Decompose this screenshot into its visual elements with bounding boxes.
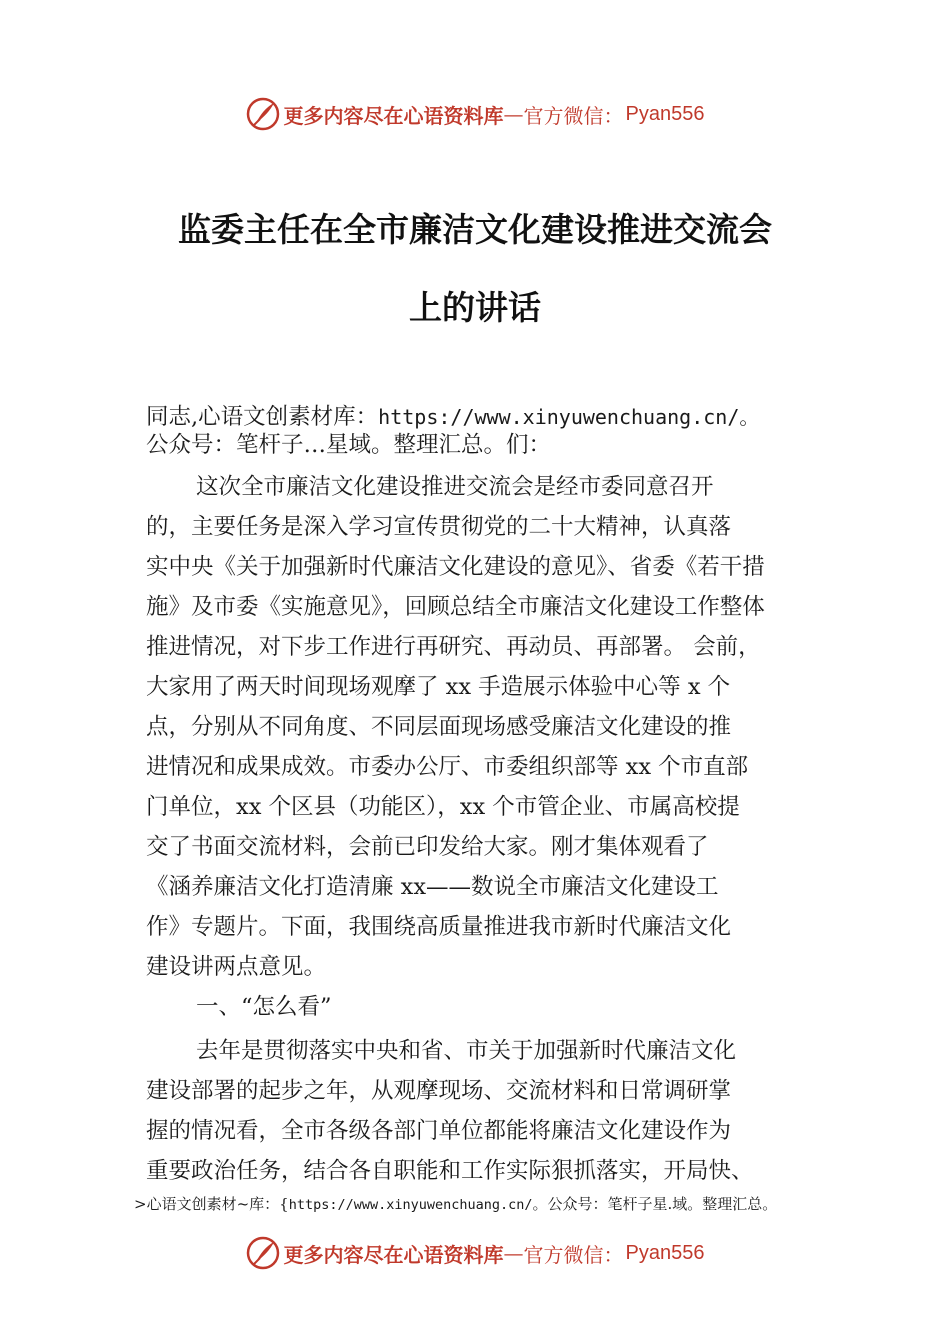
banner-wechat-label: 官方微信： <box>523 1242 624 1267</box>
greeting-line-2: 公众号：笔杆子…星域。整理汇总。们： <box>146 432 552 458</box>
paragraph-1-line: 施》及市委《实施意见》，回顾总结全市廉洁文化建设工作整体 <box>146 594 765 620</box>
bottom-banner <box>0 1233 950 1273</box>
section-heading-1: 一、“怎么看” <box>196 994 332 1020</box>
feather-pen-logo-icon <box>246 97 280 131</box>
paragraph-2-line: 去年是贯彻落实中央和省、市关于加强新时代廉洁文化 <box>196 1038 737 1064</box>
footer-watermark-line <box>134 1194 777 1215</box>
paragraph-2-line: 握的情况看，全市各级各部门单位都能将廉洁文化建设作为 <box>146 1118 732 1144</box>
footer-url: https://www.xinyuwenchuang.cn/ <box>288 1197 533 1213</box>
top-banner <box>0 94 950 134</box>
banner-wechat-label: 官方微信： <box>523 103 624 128</box>
paragraph-1-line: 建设讲两点意见。 <box>146 954 327 980</box>
paragraph-1-line: 推进情况，对下步工作进行再研究、再动员、再部署。 会前， <box>146 634 761 660</box>
paragraph-1-line: 《涵养廉洁文化打造清廉 xx——数说全市廉洁文化建设工 <box>146 874 719 900</box>
greeting-url: https://www.xinyuwenchuang.cn/。 <box>378 405 760 429</box>
paragraph-1-line: 这次全市廉洁文化建设推进交流会是经市委同意召开 <box>196 474 714 500</box>
page-title-line-2: 上的讲话 <box>409 288 541 327</box>
banner-wechat-id: Pyan556 <box>625 102 705 125</box>
paragraph-1-line: 的，主要任务是深入学习宣传贯彻党的二十大精神，认真落 <box>146 514 732 540</box>
paragraph-1-line: 作》专题片。下面，我围绕高质量推进我市新时代廉洁文化 <box>146 914 732 940</box>
banner-text: 更多内容尽在心语资料库 <box>283 1242 504 1267</box>
paragraph-1-line: 点，分别从不同角度、不同层面现场感受廉洁文化建设的推 <box>146 714 732 740</box>
paragraph-2-line: 重要政治任务，结合各自职能和工作实际狠抓落实，开局快、 <box>146 1158 754 1184</box>
paragraph-2-line: 建设部署的起步之年，从观摩现场、交流材料和日常调研掌 <box>146 1078 732 1104</box>
greeting-line-1 <box>146 402 836 432</box>
banner-separator: — <box>503 1241 524 1265</box>
paragraph-1-line: 门单位，xx 个区县（功能区），xx 个市管企业、市属高校提 <box>146 794 740 820</box>
feather-pen-logo-icon <box>246 1236 280 1270</box>
paragraph-1-line: 实中央《关于加强新时代廉洁文化建设的意见》、省委《若干措 <box>146 554 765 580</box>
banner-wechat-id: Pyan556 <box>625 1241 705 1264</box>
banner-separator: — <box>503 102 524 126</box>
footer-prefix: >心语文创素材~库：{ <box>134 1195 289 1213</box>
paragraph-1-line: 大家用了两天时间现场观摩了 xx 手造展示体验中心等 x 个 <box>146 674 731 700</box>
paragraph-1-line: 交了书面交流材料，会前已印发给大家。刚才集体观看了 <box>146 834 709 860</box>
banner-text: 更多内容尽在心语资料库 <box>283 103 504 128</box>
paragraph-1-line: 进情况和成果成效。市委办公厅、市委组织部等 xx 个市直部 <box>146 754 749 780</box>
page-title-line-1: 监委主任在全市廉洁文化建设推进交流会 <box>178 210 772 249</box>
greeting-text: 同志,心语文创素材库： <box>146 404 379 430</box>
footer-suffix: 。公众号：笔杆子星.域。整理汇总。 <box>532 1195 778 1213</box>
